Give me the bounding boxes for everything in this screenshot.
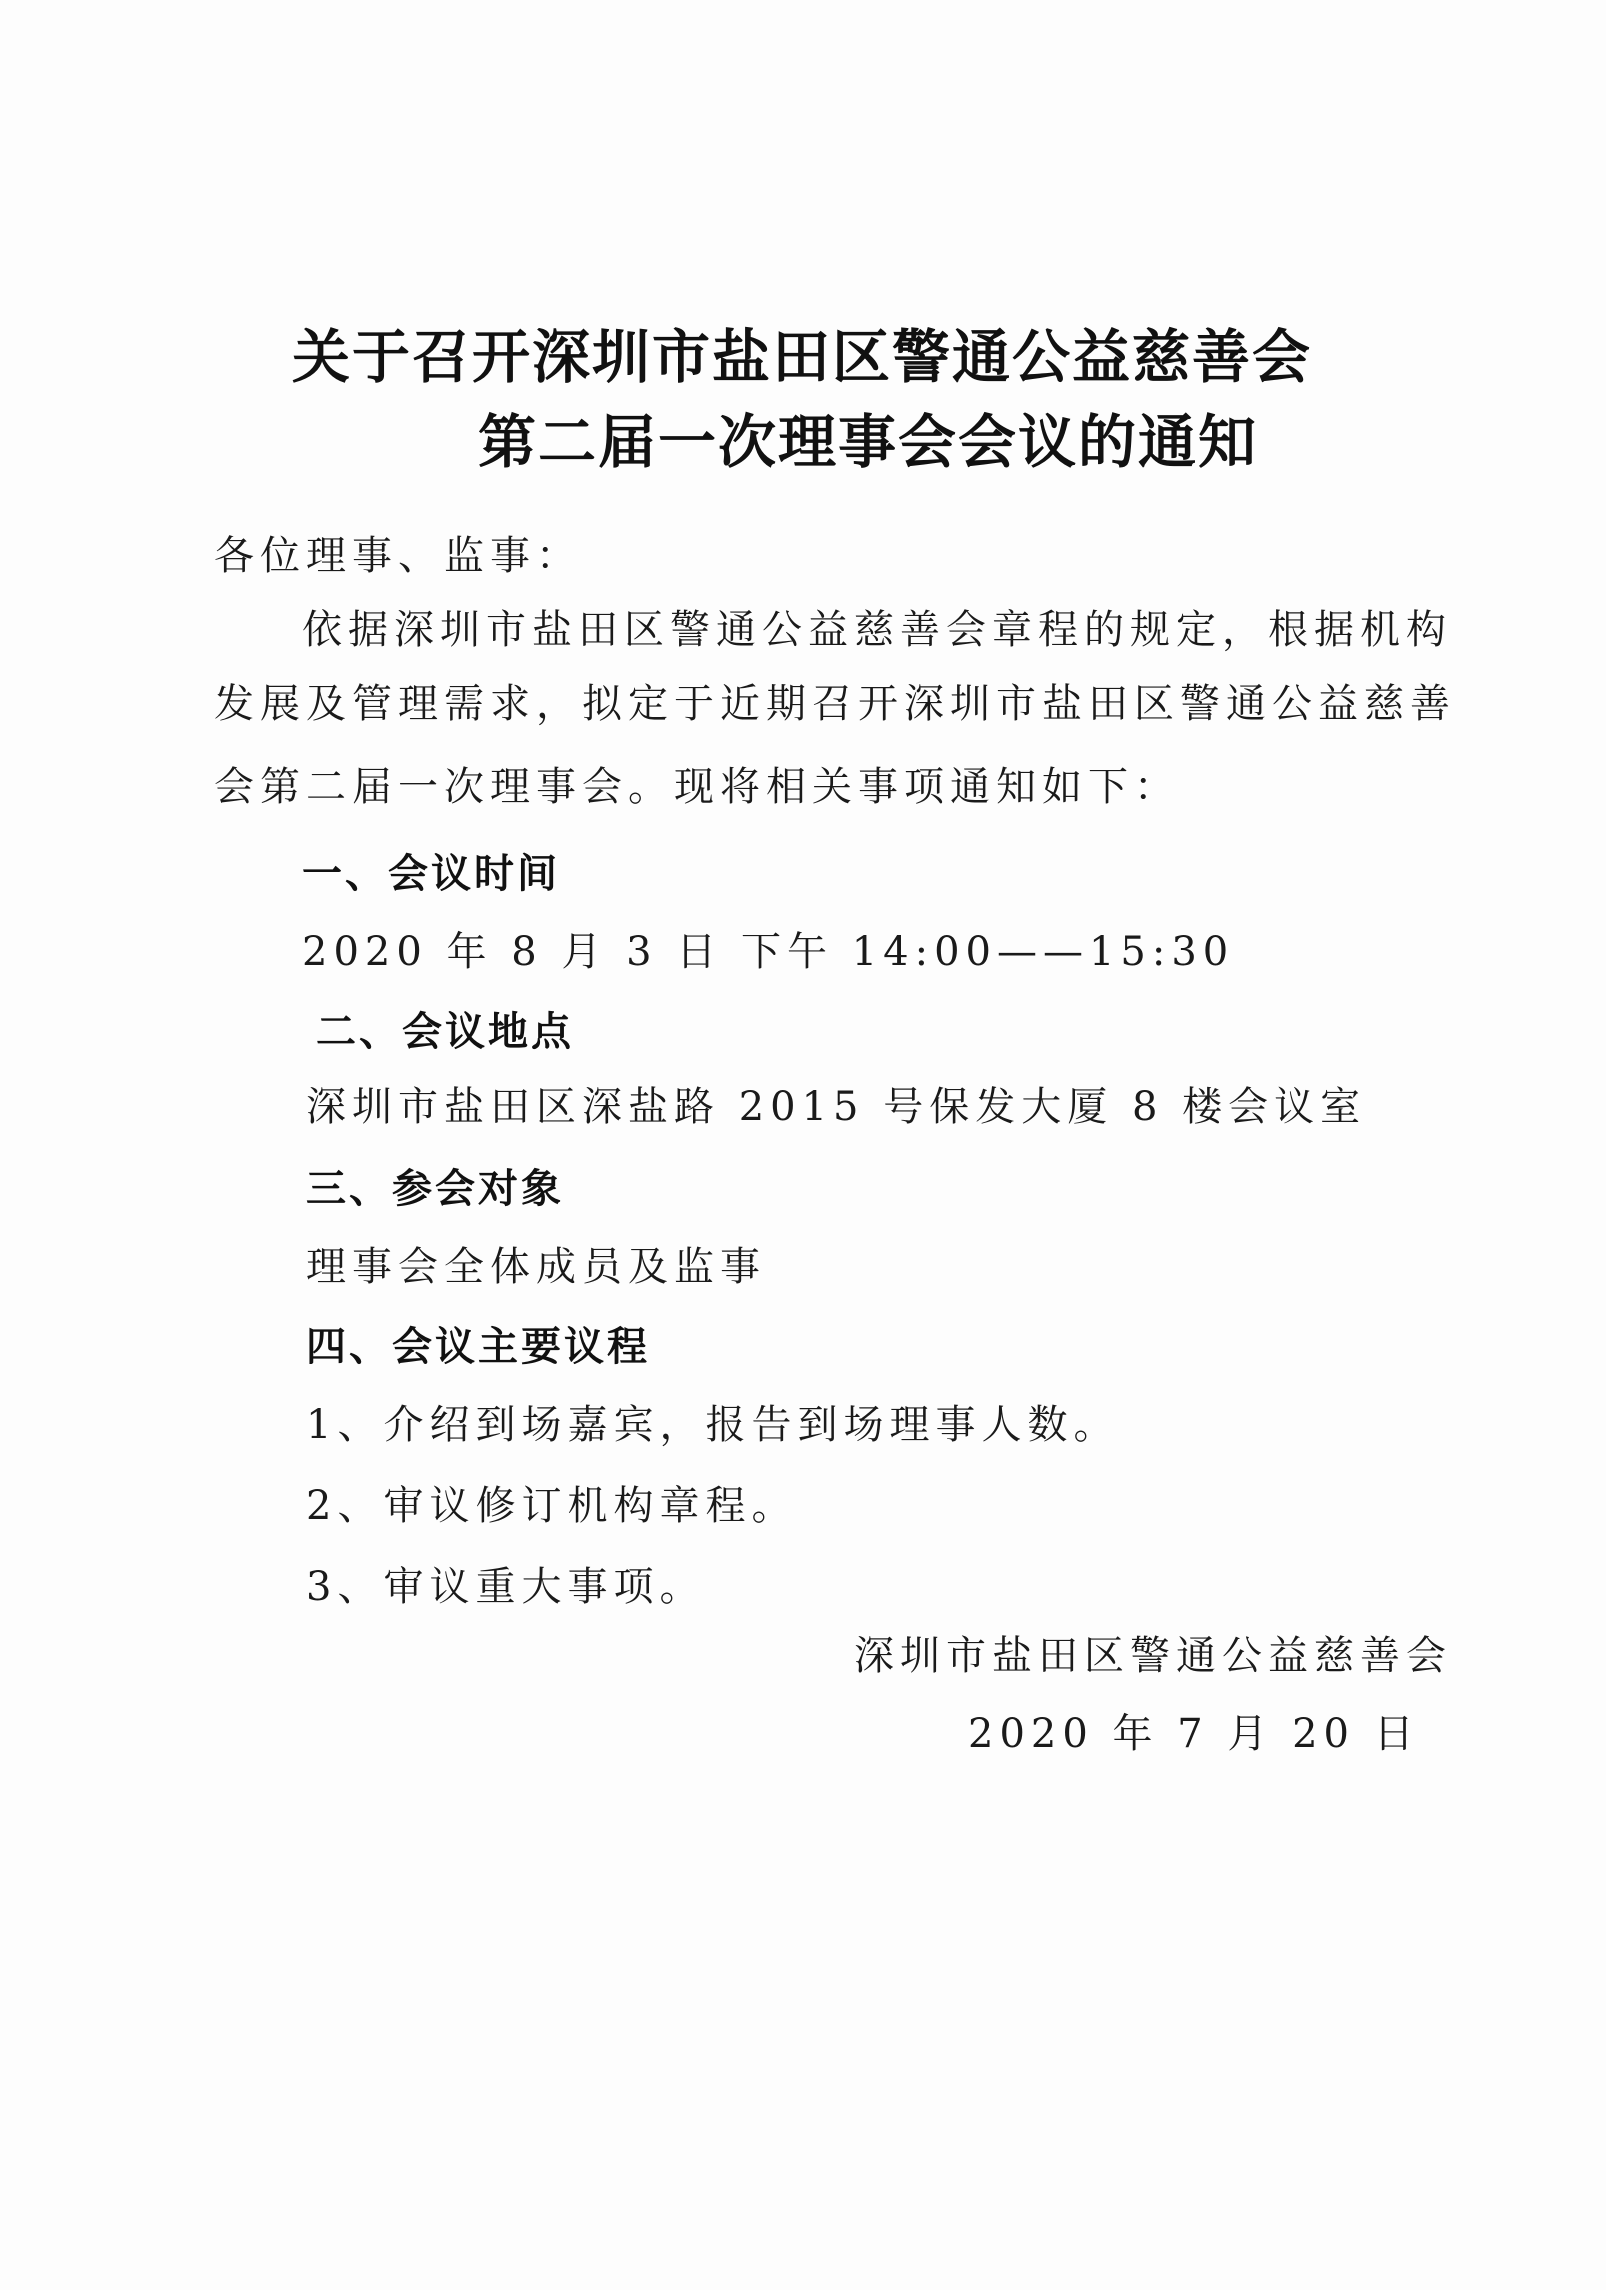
section-heading-participants: 三、参会对象 <box>306 1166 564 1212</box>
notice-title-line-2: 第二届一次理事会会议的通知 <box>478 408 1259 476</box>
section-heading-agenda: 四、会议主要议程 <box>306 1324 650 1370</box>
agenda-item: 2、审议修订机构章程。 <box>306 1483 798 1529</box>
notice-title-line-1: 关于召开深圳市盐田区警通公益慈善会 <box>292 323 1313 391</box>
signature-date: 2020 年 7 月 20 日 <box>968 1711 1420 1757</box>
body-paragraph-line-3: 会第二届一次理事会。现将相关事项通知如下： <box>214 764 1180 810</box>
signature-organization: 深圳市盐田区警通公益慈善会 <box>854 1633 1452 1679</box>
section-heading-time: 一、会议时间 <box>302 851 560 897</box>
body-paragraph-line-2: 发展及管理需求，拟定于近期召开深圳市盐田区警通公益慈善 <box>214 681 1456 727</box>
salutation: 各位理事、监事： <box>214 533 582 579</box>
agenda-item: 1、介绍到场嘉宾，报告到场理事人数。 <box>306 1402 1120 1448</box>
meeting-time: 2020 年 8 月 3 日 下午 14:00——15:30 <box>302 929 1235 975</box>
agenda-item: 3、审议重大事项。 <box>306 1564 706 1610</box>
body-paragraph-line-1: 依据深圳市盐田区警通公益慈善会章程的规定，根据机构 <box>302 607 1452 653</box>
meeting-place: 深圳市盐田区深盐路 2015 号保发大厦 8 楼会议室 <box>306 1084 1367 1130</box>
section-heading-place: 二、会议地点 <box>316 1009 574 1055</box>
meeting-participants: 理事会全体成员及监事 <box>306 1244 766 1290</box>
